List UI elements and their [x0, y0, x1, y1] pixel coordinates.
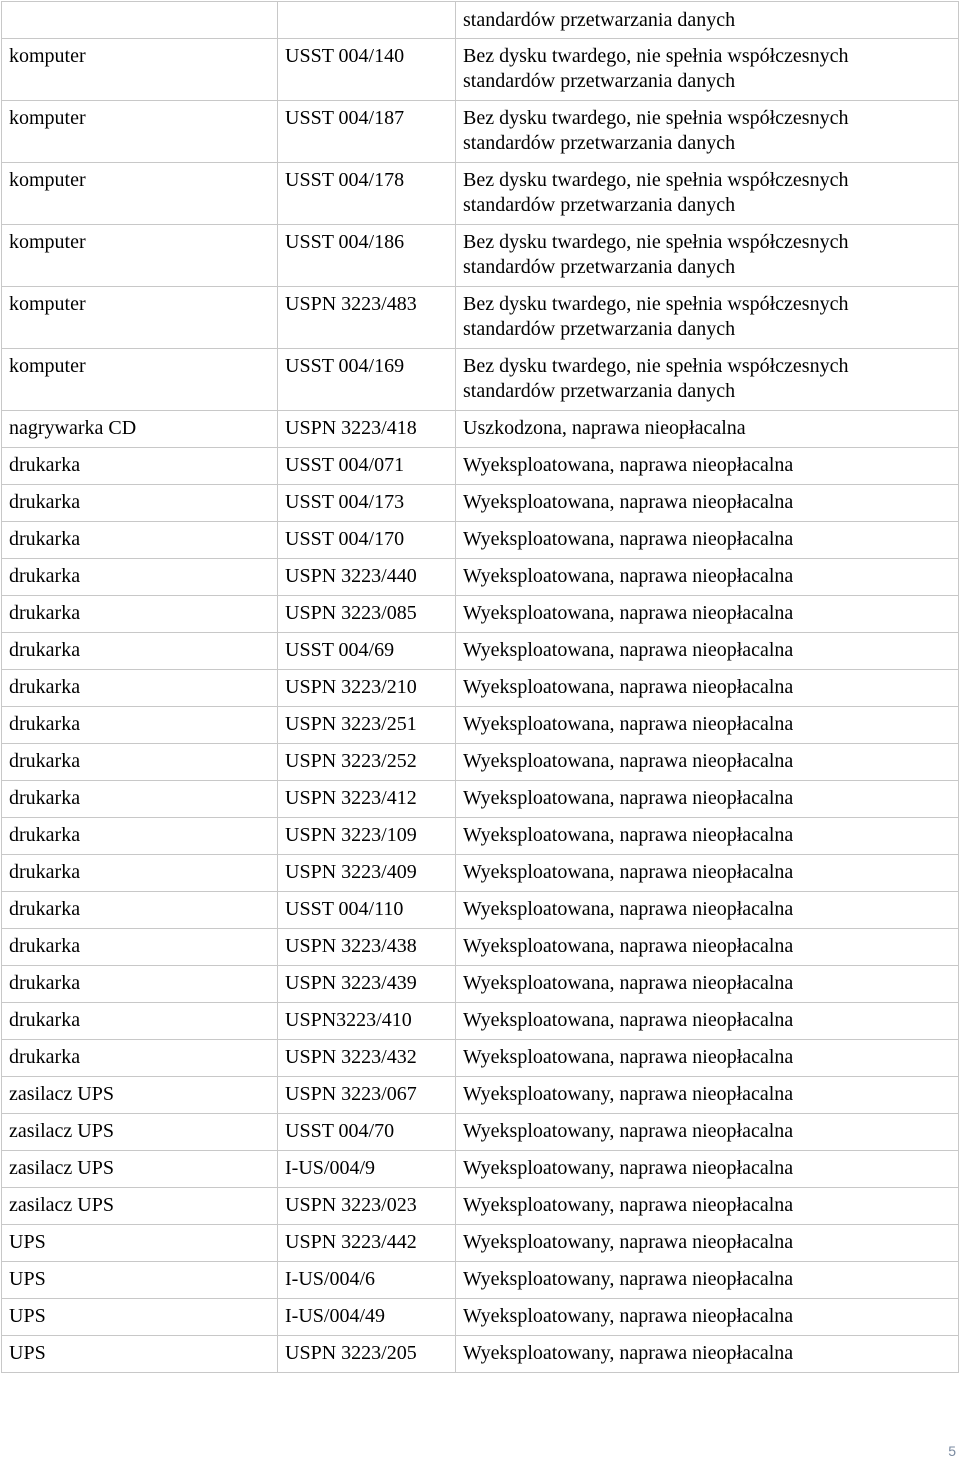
table-row — [2, 225, 959, 287]
item-cell: nagrywarka CD — [2, 411, 278, 448]
table-row — [2, 1299, 959, 1336]
table-row — [2, 670, 959, 707]
description-cell — [456, 225, 959, 287]
table-row — [2, 39, 959, 101]
description-cell — [456, 1188, 959, 1225]
item-cell: komputer — [2, 101, 278, 163]
inventory-number-cell: USST 004/110 — [278, 892, 456, 929]
item-cell: komputer — [2, 163, 278, 225]
table-row — [2, 818, 959, 855]
description-line: Wyeksploatowana, naprawa nieopłacalna — [463, 750, 794, 772]
description-cell — [456, 1003, 959, 1040]
description-line: Bez dysku twardego, nie spełnia współczesnych — [463, 107, 849, 129]
description-cell — [456, 1077, 959, 1114]
table-row — [2, 1336, 959, 1373]
table-row — [2, 1114, 959, 1151]
description-line: Wyeksploatowana, naprawa nieopłacalna — [463, 491, 794, 513]
description-line: Wyeksploatowana, naprawa nieopłacalna — [463, 787, 794, 809]
inventory-number-cell: USPN3223/410 — [278, 1003, 456, 1040]
table-row-continued — [2, 2, 959, 39]
description-cell — [456, 101, 959, 163]
item-cell: drukarka — [2, 670, 278, 707]
inventory-number-cell: USPN 3223/210 — [278, 670, 456, 707]
description-line: standardów przetwarzania danych — [463, 194, 736, 216]
description-line: Wyeksploatowana, naprawa nieopłacalna — [463, 565, 794, 587]
table-row — [2, 744, 959, 781]
inventory-number-cell: USPN 3223/085 — [278, 596, 456, 633]
table-row — [2, 1040, 959, 1077]
description-line: Wyeksploatowany, naprawa nieopłacalna — [463, 1268, 794, 1290]
description-cell — [456, 1262, 959, 1299]
description-line: Wyeksploatowany, naprawa nieopłacalna — [463, 1305, 794, 1327]
item-cell: komputer — [2, 287, 278, 349]
description-cell: standardów przetwarzania danych — [456, 2, 959, 39]
description-line: Wyeksploatowana, naprawa nieopłacalna — [463, 898, 794, 920]
item-cell: drukarka — [2, 929, 278, 966]
description-cell — [456, 559, 959, 596]
description-line: standardów przetwarzania danych — [463, 380, 736, 402]
item-cell: zasilacz UPS — [2, 1151, 278, 1188]
inventory-table — [1, 1, 959, 1373]
inventory-number-cell: USPN 3223/067 — [278, 1077, 456, 1114]
item-cell: drukarka — [2, 596, 278, 633]
inventory-number-cell: USPN 3223/442 — [278, 1225, 456, 1262]
table-row — [2, 287, 959, 349]
table-row — [2, 1225, 959, 1262]
description-line: Wyeksploatowana, naprawa nieopłacalna — [463, 935, 794, 957]
item-cell: UPS — [2, 1225, 278, 1262]
inventory-number-cell: USST 004/178 — [278, 163, 456, 225]
description-cell — [456, 411, 959, 448]
description-line: Bez dysku twardego, nie spełnia współczesnych — [463, 231, 849, 253]
description-cell — [456, 1336, 959, 1373]
description-cell — [456, 39, 959, 101]
inventory-number-cell: USPN 3223/205 — [278, 1336, 456, 1373]
table-row — [2, 485, 959, 522]
item-cell: drukarka — [2, 855, 278, 892]
inventory-number-cell: USST 004/173 — [278, 485, 456, 522]
description-line: Wyeksploatowana, naprawa nieopłacalna — [463, 528, 794, 550]
table-row — [2, 1003, 959, 1040]
inventory-number-cell: USPN 3223/251 — [278, 707, 456, 744]
description-line: Wyeksploatowany, naprawa nieopłacalna — [463, 1157, 794, 1179]
description-cell — [456, 892, 959, 929]
inventory-number-cell: USPN 3223/023 — [278, 1188, 456, 1225]
description-cell — [456, 163, 959, 225]
description-cell — [456, 633, 959, 670]
description-line: standardów przetwarzania danych — [463, 256, 736, 278]
description-cell — [456, 670, 959, 707]
description-cell — [456, 287, 959, 349]
description-line: Wyeksploatowana, naprawa nieopłacalna — [463, 1009, 794, 1031]
table-row — [2, 163, 959, 225]
table-row — [2, 448, 959, 485]
item-cell: drukarka — [2, 1003, 278, 1040]
item-cell: drukarka — [2, 559, 278, 596]
inventory-number-cell: USPN 3223/412 — [278, 781, 456, 818]
description-line: Bez dysku twardego, nie spełnia współczesnych — [463, 355, 849, 377]
description-line: standardów przetwarzania danych — [463, 132, 736, 154]
inventory-number-cell: USPN 3223/109 — [278, 818, 456, 855]
description-cell — [456, 707, 959, 744]
item-cell: drukarka — [2, 448, 278, 485]
inventory-number-cell: USST 004/169 — [278, 349, 456, 411]
table-row — [2, 892, 959, 929]
item-cell: drukarka — [2, 707, 278, 744]
description-line: Wyeksploatowana, naprawa nieopłacalna — [463, 713, 794, 735]
table-row — [2, 349, 959, 411]
item-cell: komputer — [2, 349, 278, 411]
description-line: Bez dysku twardego, nie spełnia współczesnych — [463, 45, 849, 67]
table-row — [2, 707, 959, 744]
inventory-number-cell: USPN 3223/439 — [278, 966, 456, 1003]
description-line: Wyeksploatowana, naprawa nieopłacalna — [463, 639, 794, 661]
description-line: Bez dysku twardego, nie spełnia współczesnych — [463, 169, 849, 191]
inventory-number-cell: USST 004/70 — [278, 1114, 456, 1151]
table-row — [2, 1077, 959, 1114]
description-cell — [456, 349, 959, 411]
inventory-number-cell: USST 004/69 — [278, 633, 456, 670]
description-cell — [456, 596, 959, 633]
table-row — [2, 411, 959, 448]
description-cell — [456, 1151, 959, 1188]
description-line: Wyeksploatowany, naprawa nieopłacalna — [463, 1194, 794, 1216]
description-line: Uszkodzona, naprawa nieopłacalna — [463, 417, 746, 439]
description-cell — [456, 1299, 959, 1336]
table-row — [2, 855, 959, 892]
table-row — [2, 522, 959, 559]
inventory-number-cell: USST 004/170 — [278, 522, 456, 559]
item-cell: UPS — [2, 1262, 278, 1299]
table-body — [2, 2, 959, 1373]
item-cell: drukarka — [2, 633, 278, 670]
inventory-number-cell: I-US/004/9 — [278, 1151, 456, 1188]
item-cell: drukarka — [2, 485, 278, 522]
description-line: standardów przetwarzania danych — [463, 70, 736, 92]
inventory-number-cell: USPN 3223/252 — [278, 744, 456, 781]
inventory-number-cell: I-US/004/49 — [278, 1299, 456, 1336]
description-cell — [456, 744, 959, 781]
description-line: Wyeksploatowana, naprawa nieopłacalna — [463, 972, 794, 994]
description-line: Wyeksploatowany, naprawa nieopłacalna — [463, 1342, 794, 1364]
inventory-number-cell: USPN 3223/440 — [278, 559, 456, 596]
description-line: Wyeksploatowany, naprawa nieopłacalna — [463, 1083, 794, 1105]
page-number: 5 — [948, 1443, 956, 1459]
table-row — [2, 101, 959, 163]
inventory-number-cell: USPN 3223/438 — [278, 929, 456, 966]
description-line: Wyeksploatowana, naprawa nieopłacalna — [463, 454, 794, 476]
inventory-number-cell: USST 004/186 — [278, 225, 456, 287]
inventory-number-cell: USST 004/187 — [278, 101, 456, 163]
item-cell: zasilacz UPS — [2, 1114, 278, 1151]
inventory-number-cell: USST 004/071 — [278, 448, 456, 485]
inventory-number-cell: USPN 3223/483 — [278, 287, 456, 349]
description-line: Wyeksploatowany, naprawa nieopłacalna — [463, 1231, 794, 1253]
item-cell — [2, 2, 278, 39]
item-cell: drukarka — [2, 522, 278, 559]
description-cell — [456, 1114, 959, 1151]
description-line: Bez dysku twardego, nie spełnia współczesnych — [463, 293, 849, 315]
table-row — [2, 1151, 959, 1188]
description-cell — [456, 929, 959, 966]
description-line: Wyeksploatowana, naprawa nieopłacalna — [463, 602, 794, 624]
inventory-number-cell: USPN 3223/409 — [278, 855, 456, 892]
inventory-number-cell: I-US/004/6 — [278, 1262, 456, 1299]
table-row — [2, 633, 959, 670]
table-row — [2, 596, 959, 633]
inventory-number-cell — [278, 2, 456, 39]
inventory-number-cell: USST 004/140 — [278, 39, 456, 101]
table-row — [2, 559, 959, 596]
description-cell — [456, 1040, 959, 1077]
item-cell: komputer — [2, 225, 278, 287]
description-line: Wyeksploatowana, naprawa nieopłacalna — [463, 824, 794, 846]
item-cell: drukarka — [2, 892, 278, 929]
table-row — [2, 929, 959, 966]
description-cell — [456, 1225, 959, 1262]
table-row — [2, 1262, 959, 1299]
item-cell: drukarka — [2, 818, 278, 855]
description-line: Wyeksploatowany, naprawa nieopłacalna — [463, 1120, 794, 1142]
description-cell — [456, 966, 959, 1003]
item-cell: UPS — [2, 1299, 278, 1336]
table-row — [2, 966, 959, 1003]
item-cell: UPS — [2, 1336, 278, 1373]
item-cell: zasilacz UPS — [2, 1077, 278, 1114]
description-line: Wyeksploatowana, naprawa nieopłacalna — [463, 676, 794, 698]
description-cell — [456, 485, 959, 522]
item-cell: drukarka — [2, 966, 278, 1003]
inventory-number-cell: USPN 3223/432 — [278, 1040, 456, 1077]
table-row — [2, 781, 959, 818]
description-line: Wyeksploatowana, naprawa nieopłacalna — [463, 861, 794, 883]
table-row — [2, 1188, 959, 1225]
item-cell: drukarka — [2, 1040, 278, 1077]
item-cell: drukarka — [2, 781, 278, 818]
description-cell — [456, 855, 959, 892]
inventory-number-cell: USPN 3223/418 — [278, 411, 456, 448]
description-line: standardów przetwarzania danych — [463, 318, 736, 340]
item-cell: komputer — [2, 39, 278, 101]
description-line: Wyeksploatowana, naprawa nieopłacalna — [463, 1046, 794, 1068]
description-cell — [456, 781, 959, 818]
description-cell — [456, 818, 959, 855]
description-cell — [456, 448, 959, 485]
description-cell — [456, 522, 959, 559]
item-cell: drukarka — [2, 744, 278, 781]
item-cell: zasilacz UPS — [2, 1188, 278, 1225]
